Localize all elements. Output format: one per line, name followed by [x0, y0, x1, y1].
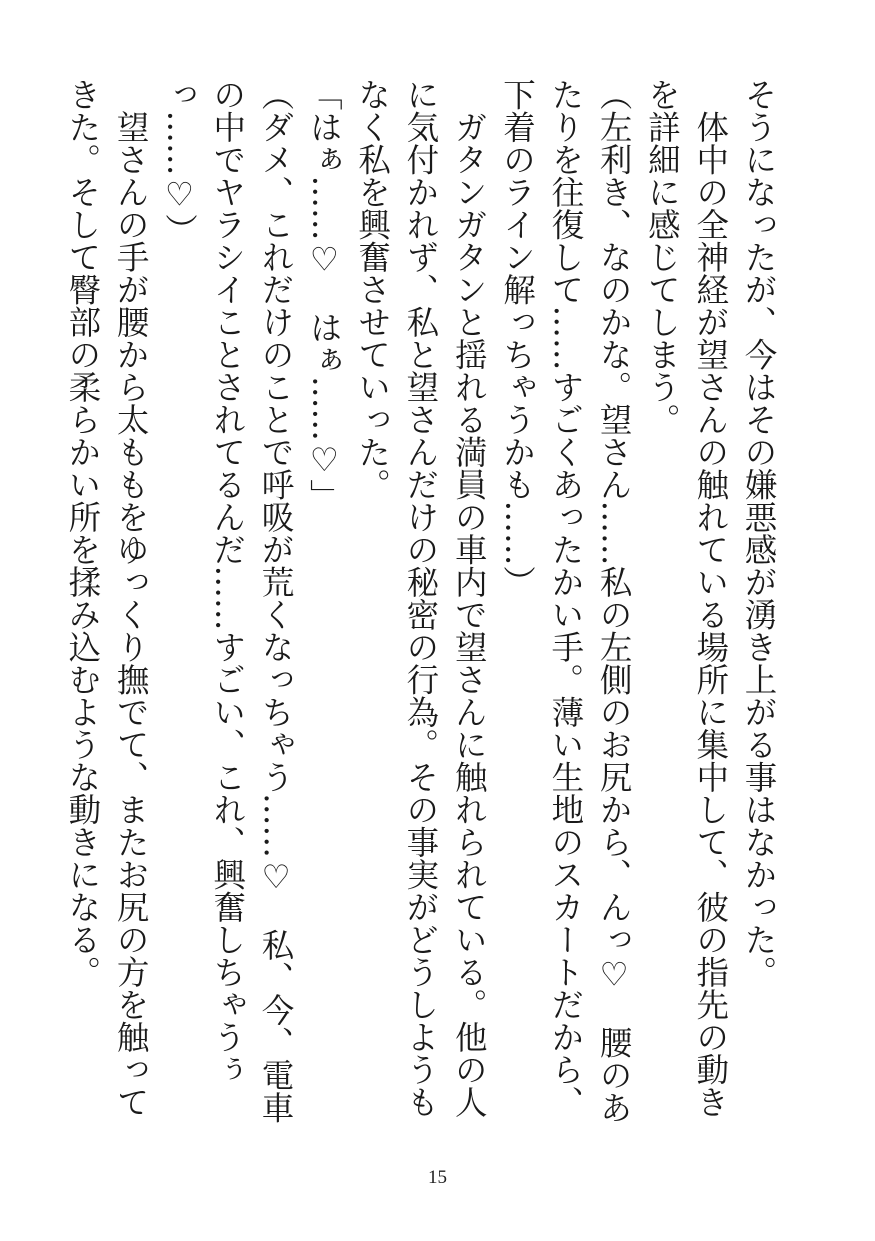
- paragraph: そうになったが、今はその嫌悪感が湧き上がる事はなかった。: [740, 78, 778, 988]
- paragraph: 望さんの手が腰から太ももをゆっくり撫でて、またお尻の方を触ってきた。そして臀部の柔らかい所を揉み込むような動きになる。: [63, 78, 151, 1118]
- paragraph: 「はぁ……♡ はぁ……♡」: [305, 78, 344, 512]
- paragraph: ガタンガタンと揺れる満員の車内で望さんに触れられている。他の人に気付かれず、私と望さんだけの秘密の行為。その事実がどうしようもなく私を興奮させていった。: [353, 78, 489, 1118]
- paragraph: （ダメ、これだけのことで呼吸が荒くなっちゃう……♡ 私、今、電車の中でヤラシイことされてるんだ……すごい、これ、興奮しちゃうぅっ……♡）: [160, 78, 296, 1124]
- vertical-text-body: [63, 78, 783, 1146]
- paragraph: （左利き、なのかな。望さん……私の左側のお尻から、んっ♡ 腰のあたりを往復して……すごくあったかい手。薄い生地のスカートだから、下着のライン解っちゃうかも……）: [498, 78, 634, 1124]
- paragraph: 体中の全神経が望さんの触れている場所に集中して、彼の指先の動きを詳細に感じてしまう。: [643, 78, 730, 1118]
- page-number: 15: [428, 1167, 447, 1188]
